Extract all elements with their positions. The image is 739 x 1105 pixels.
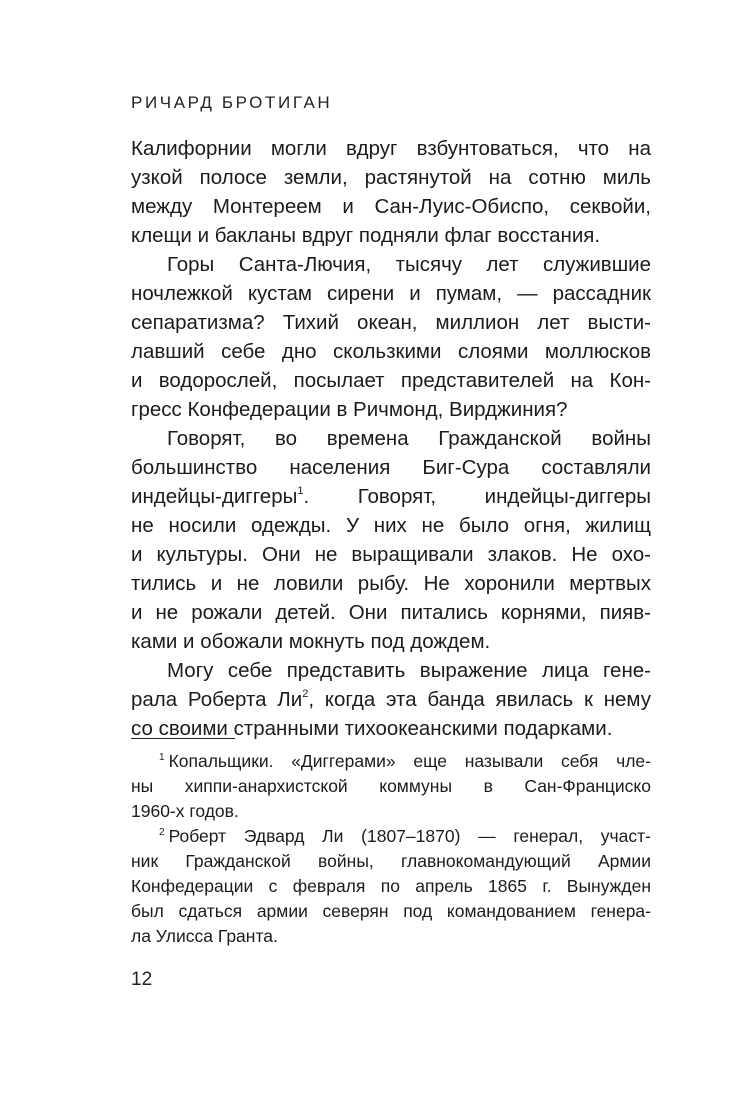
body-line: и культуры. Они не выращивали злаков. Не охо-: [131, 543, 651, 566]
body-line: клещи и бакланы вдруг подняли флаг восстания.: [131, 224, 601, 247]
body-line: ночлежкой кустам сирени и пумам, — рассадник: [131, 282, 651, 305]
body-line: и не рожали детей. Они питались корнями, пияв-: [131, 601, 651, 624]
body-line-part: рала Роберта Ли: [131, 688, 303, 711]
footnote-text: Роберт Эдвард Ли (1807–1870) — генерал, участ-: [168, 826, 651, 846]
footnote-text: Копальщики. «Диггерами» еще называли себя чле-: [168, 751, 651, 771]
footnote-mark-1: 1: [159, 752, 165, 764]
body-line: Говорят, во времена Гражданской войны: [167, 427, 651, 450]
body-line-part: индейцы-диггеры: [131, 485, 298, 508]
body-line-with-footnote-ref: [131, 482, 651, 511]
footnote-divider: [131, 738, 235, 739]
body-line: лавший себе дно скользкими слоями моллюсков: [131, 340, 651, 363]
footnote-line: ла Улисса Гранта.: [131, 926, 278, 946]
footnote-line: 1960-х годов.: [131, 801, 239, 821]
body-line: со своими странными тихоокеанскими подарками.: [131, 717, 613, 740]
body-text: [131, 134, 651, 743]
body-line: сепаратизма? Тихий океан, миллион лет высти-: [131, 311, 651, 334]
body-line: ками и обожали мокнуть под дождем.: [131, 630, 491, 653]
footnote-line: Конфедерации с февраля по апрель 1865 г. Вынужден: [131, 876, 651, 896]
body-line: тились и не ловили рыбу. Не хоронили мертвых: [131, 572, 651, 595]
footnote-ref-1[interactable]: 1: [297, 485, 304, 498]
footnote-line: [131, 824, 651, 849]
body-line: Могу себе представить выражение лица гене-: [167, 659, 651, 682]
footnote-mark-2: 2: [159, 827, 165, 839]
footnote-line: [131, 749, 651, 774]
body-line: узкой полосе земли, растянутой на сотню миль: [131, 166, 651, 189]
running-head: РИЧАРД БРОТИГАН: [131, 93, 333, 112]
body-line-with-footnote-ref: [131, 685, 651, 714]
body-line: не носили одежды. У них не было огня, жилищ: [131, 514, 651, 537]
body-line: Калифорнии могли вдруг взбунтоваться, что на: [131, 137, 651, 160]
body-line-part: , когда эта банда явилась к нему: [308, 688, 651, 711]
footnote-line: ны хиппи-анархистской коммуны в Сан-Франциско: [131, 776, 651, 796]
body-line: и водорослей, посылает представителей на Кон-: [131, 369, 651, 392]
body-line: гресс Конфедерации в Ричмонд, Вирджиния?: [131, 398, 568, 421]
page-number: 12: [131, 969, 153, 990]
body-line-part: . Говорят, индейцы-диггеры: [303, 485, 651, 508]
body-line: Горы Санта-Лючия, тысячу лет служившие: [167, 253, 651, 276]
footnote-line: был сдаться армии северян под командованием генера-: [131, 901, 651, 921]
footnote-ref-2[interactable]: 2: [302, 688, 309, 701]
footnotes: [131, 749, 651, 949]
footnote-line: ник Гражданской войны, главнокомандующий Армии: [131, 851, 651, 871]
body-line: большинство населения Биг-Сура составляли: [131, 456, 651, 479]
body-line: между Монтереем и Сан-Луис-Обиспо, секвойи,: [131, 195, 651, 218]
